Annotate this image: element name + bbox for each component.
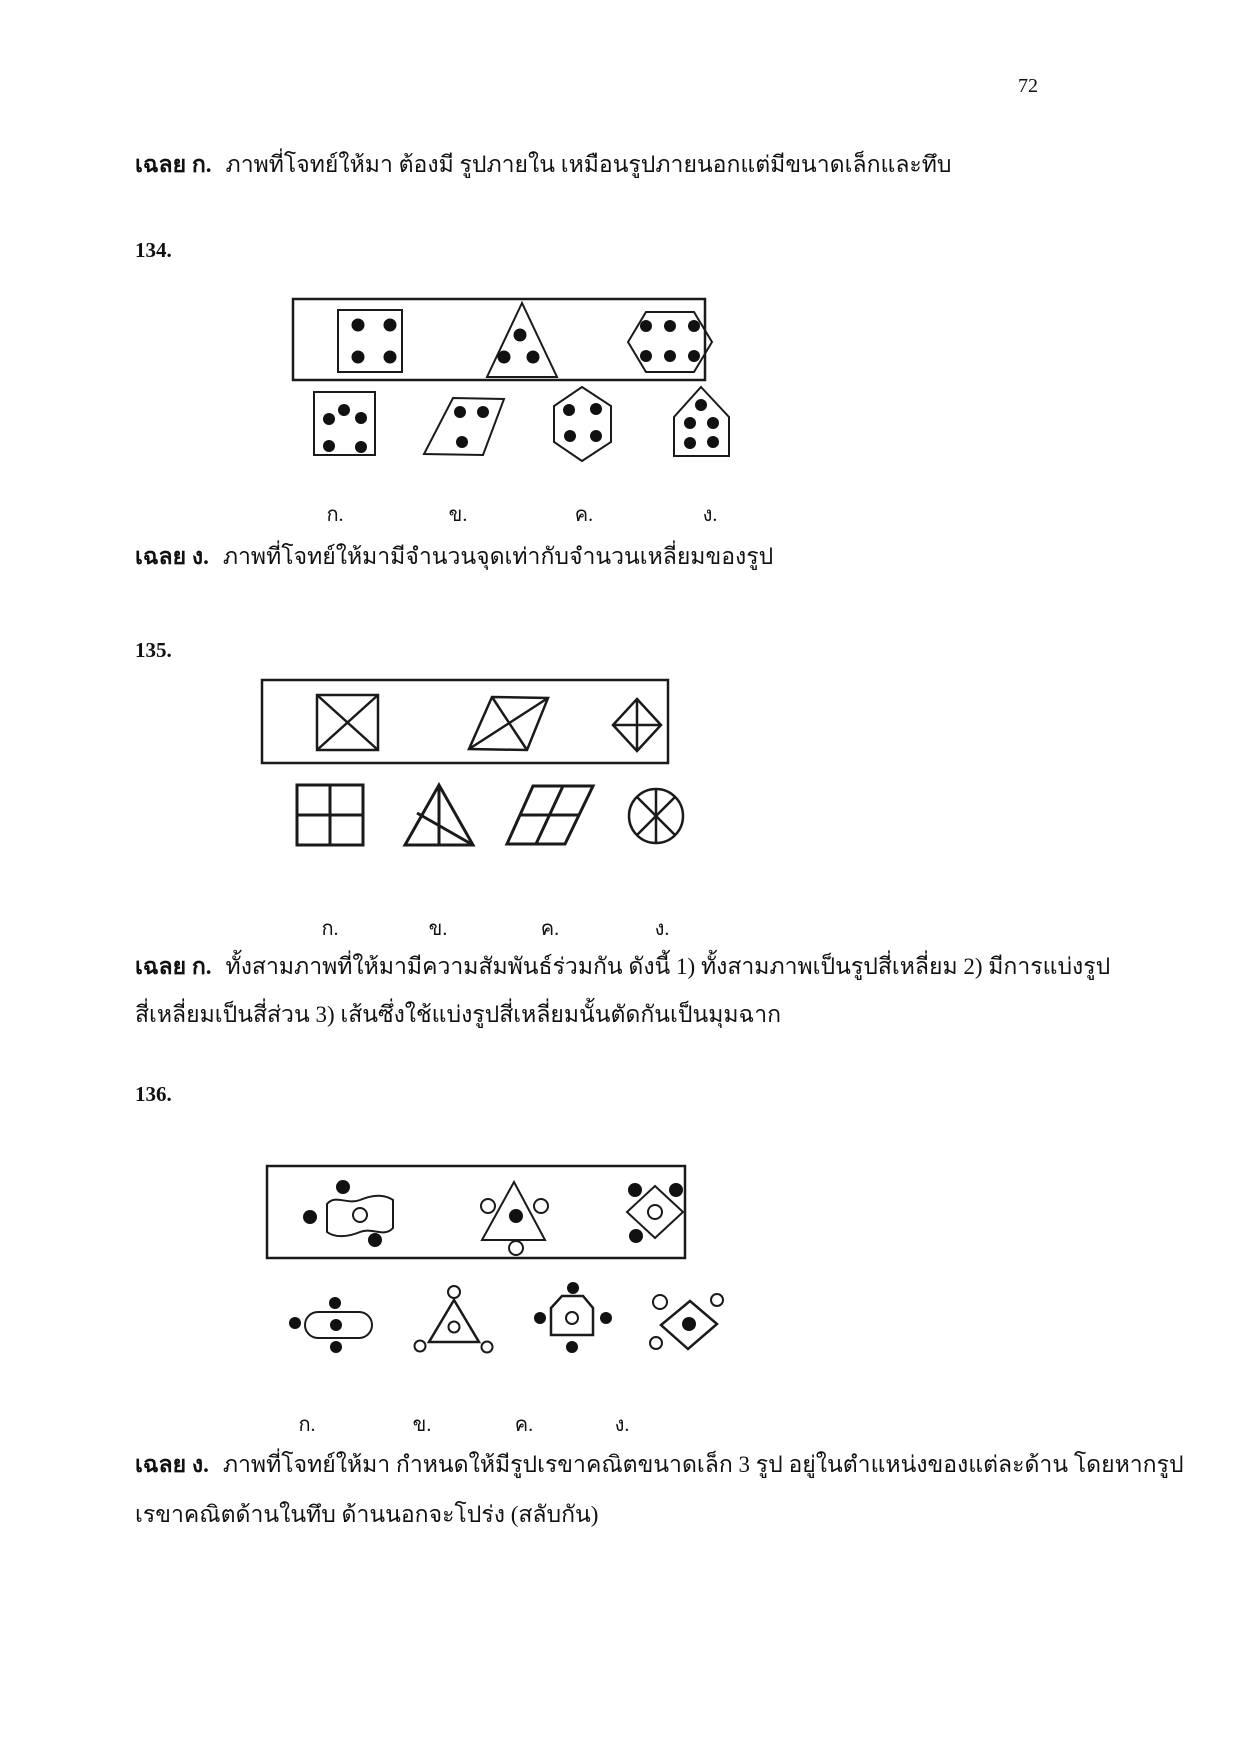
figure-135 <box>250 672 730 857</box>
answer-135 <box>135 952 1110 982</box>
answer-135-line1: ทั้งสามภาพที่ให้มามีความสัมพันธ์ร่วมกัน ดังนี้ 1) ทั้งสามภาพเป็นรูปสี่เหลี่ยม 2) มีการแบ่งรูป <box>225 954 1111 979</box>
option-134-d-pentagon-5-dots <box>674 387 729 456</box>
option-136-c-cup-4-dots <box>534 1282 612 1353</box>
stimulus-diamond-circle-3-dots <box>627 1183 683 1243</box>
answer-133 <box>135 150 1110 180</box>
answer-133-text: ภาพที่โจทย์ให้มา ต้องมี รูปภายใน เหมือนรูปภายนอกแต่มีขนาดเล็กและทึบ <box>225 152 952 177</box>
answer-133-prefix: เฉลย ก. <box>135 152 212 177</box>
answer-136 <box>135 1450 1184 1480</box>
option-134-a-square-5-dots <box>314 392 375 455</box>
answer-135-prefix: เฉลย ก. <box>135 954 212 979</box>
choice-label: ข. <box>448 504 468 526</box>
answer-134-prefix: เฉลย ง. <box>135 544 209 569</box>
choice-label: ค. <box>574 504 594 526</box>
stimulus-triangle-3-dots <box>487 303 557 377</box>
choice-label: ก. <box>298 1414 316 1436</box>
option-136-a-capsule-filled <box>289 1297 372 1353</box>
stimulus-square-4-dots <box>338 310 402 372</box>
choice-label: ก. <box>321 918 339 940</box>
choice-label: ง. <box>654 918 670 940</box>
choice-label: ข. <box>428 918 448 940</box>
answer-134-text: ภาพที่โจทย์ให้มามีจำนวนจุดเท่ากับจำนวนเหลี่ยมของรูป <box>222 544 774 569</box>
stimulus-flag-open-circle-3-dots <box>303 1180 393 1247</box>
choice-label: ง. <box>614 1414 630 1436</box>
stimulus-diamond-cross <box>613 699 661 751</box>
option-136-b-triangle-open <box>415 1286 493 1353</box>
page-number: 72 <box>1018 75 1038 97</box>
option-134-c-hexagon-4-dots <box>554 387 611 461</box>
choice-label: ค. <box>514 1414 534 1436</box>
answer-136-prefix: เฉลย ง. <box>135 1452 209 1477</box>
answer-134 <box>135 542 1110 572</box>
stimulus-box-136 <box>267 1166 685 1258</box>
question-135-number: 135. <box>135 638 172 662</box>
option-135-b-divided-triangle <box>405 785 473 845</box>
answer-135-continuation <box>135 1000 1110 1030</box>
option-135-d-circle-6-parts <box>629 789 683 843</box>
option-135-c-parallelogram-4-parts <box>507 786 593 844</box>
question-134-number: 134. <box>135 238 172 262</box>
stimulus-hexagon-6-dots <box>628 312 712 372</box>
choice-label: ข. <box>412 1414 432 1436</box>
option-134-b-parallelogram-3-dots <box>424 398 504 455</box>
choice-label: ก. <box>326 504 344 526</box>
stimulus-square-diagonals <box>317 695 378 750</box>
stimulus-triangle-dot-3-circles <box>481 1182 548 1255</box>
figure-136 <box>250 1162 730 1362</box>
question-136-number: 136. <box>135 1082 172 1106</box>
option-136-d-diamond-dot-circles <box>650 1294 723 1349</box>
answer-135-line2: สี่เหลี่ยมเป็นสี่ส่วน 3) เส้นซึ่งใช้แบ่งรูปสี่เหลี่ยมนั้นตัดกันเป็นมุมฉาก <box>135 1002 782 1027</box>
option-135-a-square-4-parts <box>297 785 363 845</box>
answer-136-line2: เรขาคณิตด้านในทึบ ด้านนอกจะโปร่ง (สลับกัน) <box>135 1502 599 1527</box>
stimulus-parallelogram-diagonals <box>469 697 548 750</box>
figure-134 <box>250 262 740 497</box>
answer-136-continuation <box>135 1500 1110 1530</box>
choice-label: ค. <box>540 918 560 940</box>
choice-label: ง. <box>702 504 718 526</box>
answer-136-line1: ภาพที่โจทย์ให้มา กำหนดให้มีรูปเรขาคณิตขนาดเล็ก 3 รูป อยู่ในตำแหน่งของแต่ละด้าน โดยหากรูป <box>222 1452 1184 1477</box>
